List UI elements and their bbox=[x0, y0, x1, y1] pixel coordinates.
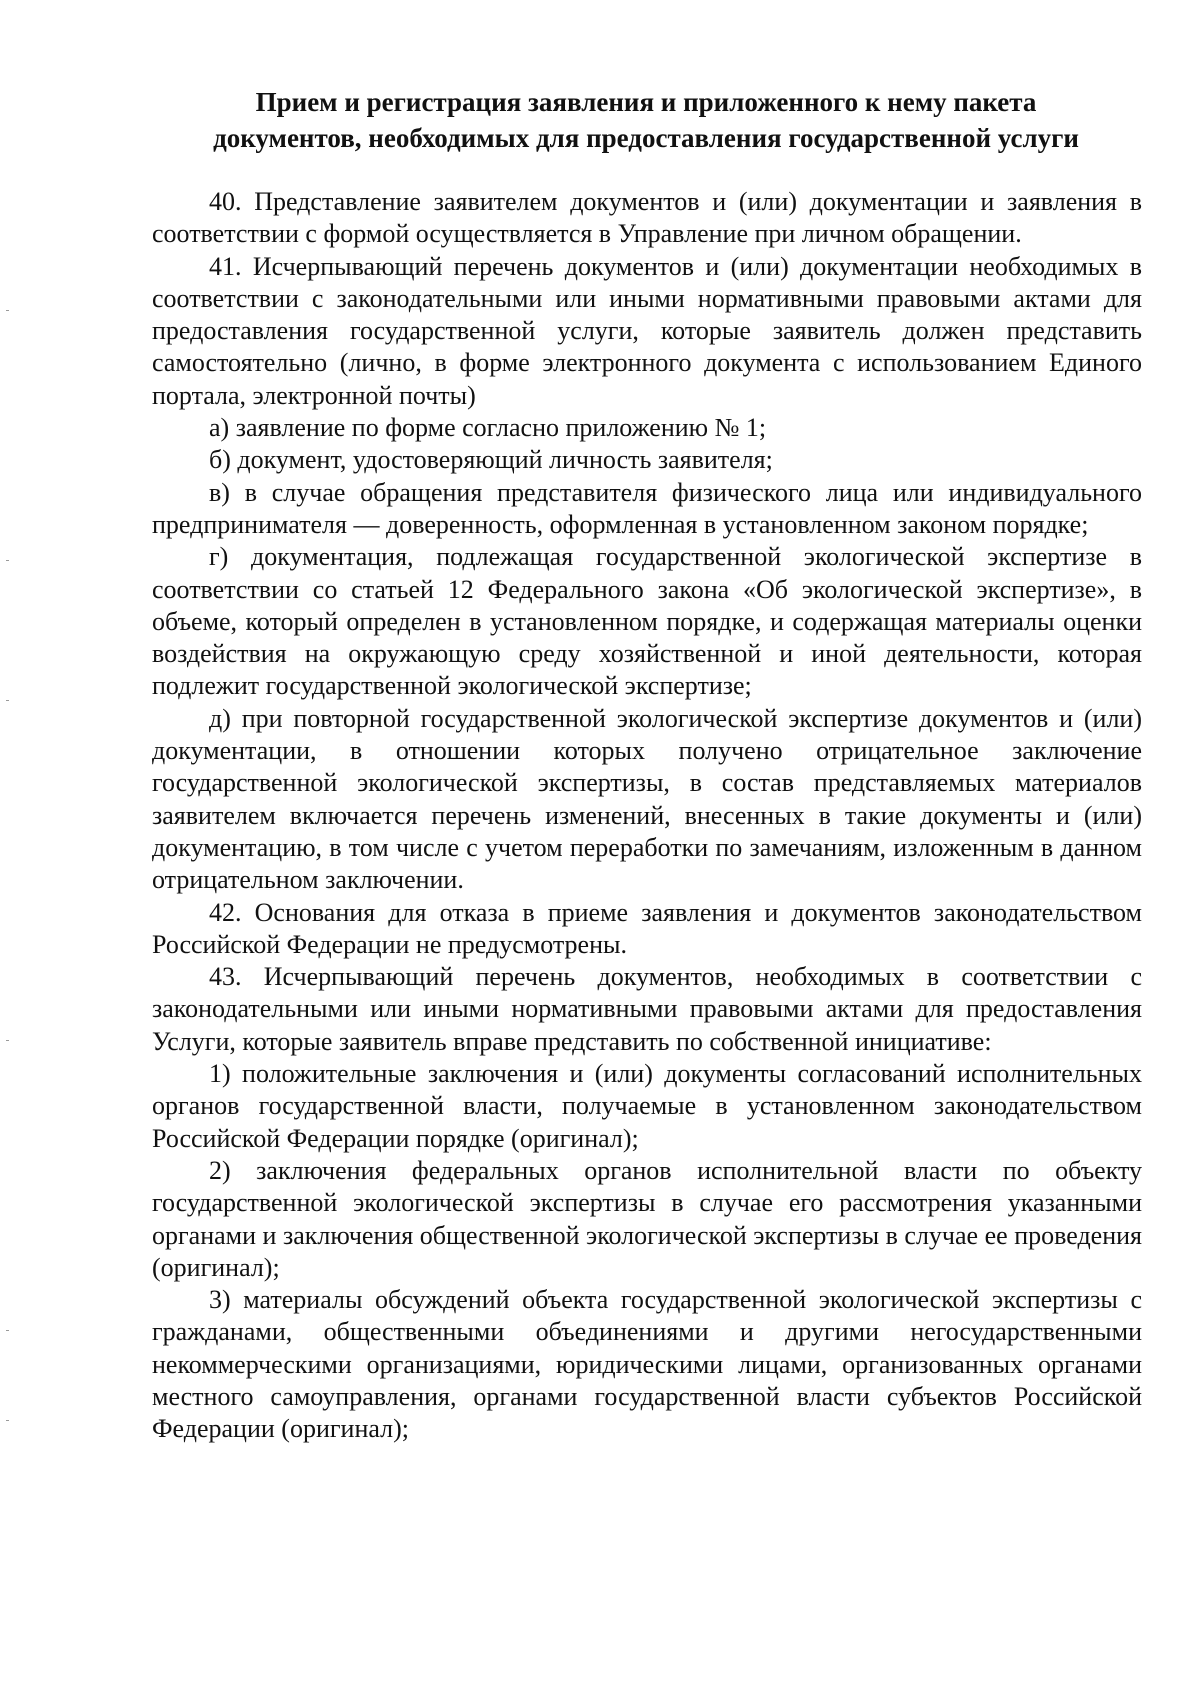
scan-edge-marks bbox=[0, 0, 20, 1697]
section-title-line-2: документов, необходимых для предоставления государственной услуги bbox=[213, 123, 1079, 153]
paragraph-41-a: а) заявление по форме согласно приложению № 1; bbox=[209, 413, 767, 443]
paragraph-43-3: 3) материалы обсуждений объекта государственной экологической экспертизы с гражданами, общественными объединениями и другими негосударственными некоммерческими организациями, юридическими лицами, организованных органами местного самоуправления, органами государственной власти субъектов Российской Федерации (оригинал); bbox=[152, 1285, 1142, 1444]
paragraph-43-1: 1) положительные заключения и (или) документы согласований исполнительных органов государственной власти, получаемые в установленном законодательством Российской Федерации порядке (оригинал); bbox=[152, 1059, 1142, 1153]
paragraph-41: 41. Исчерпывающий перечень документов и (или) документации необходимых в соответствии с законодательными или иными нормативными правовыми актами для предоставления государственной услуги, которые заявитель должен представить самостоятельно (лично, в форме электронного документа с использованием Единого портала, электронной почты) bbox=[152, 251, 1142, 410]
paragraph-43-2: 2) заключения федеральных органов исполнительной власти по объекту государственной экологической экспертизы в случае его рассмотрения указанными органами и заключения общественной экологической экспертизы в случае ее проведения (оригинал); bbox=[152, 1155, 1142, 1282]
section-title bbox=[150, 84, 1142, 156]
paragraph-42: 42. Основания для отказа в приеме заявления и документов законодательством Российской Федерации не предусмотрены. bbox=[152, 897, 1142, 959]
paragraph-41-d: д) при повторной государственной экологической экспертизе документов и (или) документации, в отношении которых получено отрицательное заключение государственной экологической экспертизы, в состав представляемых материалов заявителем включается перечень изменений, внесенных в такие документы и (или) документацию, в том числе с учетом переработки по замечаниям, изложенным в данном отрицательном заключении. bbox=[152, 703, 1142, 895]
paragraph-40: 40. Представление заявителем документов и (или) документации и заявления в соответствии с формой осуществляется в Управление при личном обращении. bbox=[152, 187, 1142, 249]
section-title-line-1: Прием и регистрация заявления и приложенного к нему пакета bbox=[255, 87, 1037, 117]
document-body bbox=[152, 186, 1142, 1446]
paragraph-41-v: в) в случае обращения представителя физического лица или индивидуального предпринимателя — доверенность, оформленная в установленном законом порядке; bbox=[152, 477, 1142, 539]
paragraph-41-b: б) документ, удостоверяющий личность заявителя; bbox=[209, 445, 773, 475]
paragraph-43: 43. Исчерпывающий перечень документов, необходимых в соответствии с законодательными или иными нормативными правовыми актами для предоставления Услуги, которые заявитель вправе представить по собственной инициативе: bbox=[152, 962, 1142, 1056]
paragraph-41-g: г) документация, подлежащая государственной экологической экспертизе в соответствии со статьей 12 Федерального закона «Об экологической экспертизе», в объеме, который определен в установленном порядке, и содержащая материалы оценки воздействия на окружающую среду хозяйственной и иной деятельности, которая подлежит государственной экологической экспертизе; bbox=[152, 542, 1142, 701]
